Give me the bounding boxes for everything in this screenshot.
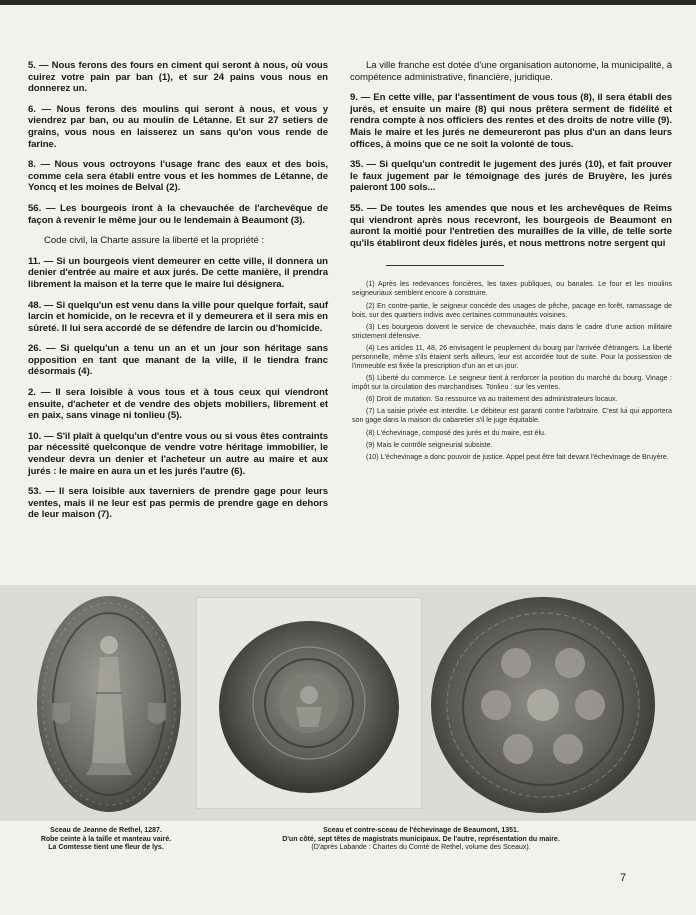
article-35: 35. — Si quelqu'un contredit le jugement des jurés (10), et fait prouver le faux jugement par le témoignage des jurés de Bruyère, les jurés paieront 100 sols... (350, 159, 672, 194)
article-8: 8. — Nous vous octroyons l'usage franc des eaux et des bois, comme cela sera établi entre vous et les hommes de Létanne, de Yoncq et les moines de Belval (2). (28, 159, 328, 194)
left-column (28, 60, 328, 530)
article-26: 26. — Si quelqu'un a tenu un an et un jour son héritage sans opposition en tant que manant de la ville, il le tiendra franc désormais (4). (28, 343, 328, 378)
page-number: 7 (620, 872, 627, 884)
right-column (350, 60, 672, 465)
article-6: 6. — Nous ferons des moulins qui seront à nous, et vous y viendrez par ban, ou au moulin de Létanne. Et sur 27 setiers de grains, vous nous en laisserez un sans qu'on vous rende de farine. (28, 103, 328, 150)
caption-seal-echevinage (214, 827, 628, 853)
footnote: (2) En contre-partie, le seigneur concède des usages de pêche, pacage en forêt, ramassage de bois, sur des quartiers indivis avec certaines communautés voisines. (352, 301, 672, 319)
footnotes-divider (386, 265, 504, 266)
article-56: 56. — Les bourgeois iront à la chevauchée de l'archevêque de façon à revenir le même jour ou le lendemain à Beaumont (3). (28, 202, 328, 226)
counter-seal-seven-heads-image (428, 591, 658, 815)
footnote: (5) Liberté du commerce. Le seigneur tient à renforcer la position du marché du bourg. Vinage : impôt sur la circulation des marchandises. Tonlieu : sur les ventes. (352, 374, 672, 392)
top-rule (0, 0, 696, 5)
seals-photograph (0, 585, 696, 821)
caption-line: Robe ceinte à la taille et manteau vairé. (40, 835, 172, 843)
seal-jeanne-de-rethel-image (34, 593, 184, 815)
footnote: (3) Les bourgeois doivent le service de chevauchée, mais dans le cadre d'une action militaire strictement défensive. (352, 322, 672, 340)
caption-seal-jeanne (20, 827, 192, 853)
footnote: (1) Après les redevances foncières, les taxes publiques, ou banales. Le four et les moulins seigneuriaux semblent encore à construire. (352, 280, 672, 298)
article-53: 53. — Il sera loisible aux taverniers de prendre gage pour leurs ventes, mais il ne leur est pas permis de prendre gage en dehors de leur maison (7). (28, 486, 328, 521)
article-48: 48. — Si quelqu'un est venu dans la ville pour quelque forfait, sauf larcin et homicide, on le recevra et il y demeurera et il sera mis en sûreté. Il lui sera accordé de se défendre de larcin ou d'homicide. (28, 299, 328, 334)
caption-source: (D'après Labande : Chartes du Comté de Rethel, volume des Sceaux). (311, 844, 531, 852)
article-11: 11. — Si un bourgeois vient demeurer en cette ville, il donnera un denier d'entrée au maire et aux jurés. De cette manière, il prendra librement la maison et la terre que le maire lui désignera. (28, 255, 328, 290)
caption-line: La Comtesse tient une fleur de lys. (48, 844, 164, 852)
footnote: (9) Mais le contrôle seigneurial subsiste. (366, 440, 493, 449)
seal-echevinage-image (216, 615, 402, 795)
footnote: (7) La saisie privée est interdite. Le débiteur est garanti contre l'arbitraire. C'est lui qui apportera son gage dans la maison du cabaretier s'il le juge équitable. (352, 407, 672, 425)
footnote: (10) L'échevinage a donc pouvoir de justice. Appel peut être fait devant l'échevinage de Bruyère. (366, 453, 669, 461)
footnote: (6) Droit de mutation. Sa ressource va au traitement des administrateurs locaux. (366, 395, 618, 404)
article-2: 2. — Il sera loisible à vous tous et à tous ceux qui viendront ensuite, d'acheter et de vendre des objets mobiliers, librement et en paix, sans vinage ni tonlieu (5). (28, 387, 328, 422)
footnote: (8) L'échevinage, composé des jurés et du maire, est élu. (366, 428, 546, 437)
article-9: 9. — En cette ville, par l'assentiment de vous tous (8), il sera établi des jurés, et ensuite un maire (8) qui nous prêtera serment de fidélité et rendra compte à nos officiers des rentes et des droits de notre ville (9). Mais le maire et les jurés ne demeureront pas plus d'un an dans leurs offices, à moins que ce ne soit la volonté de tous. (350, 92, 672, 150)
article-55: 55. — De toutes les amendes que nous et les archevêques de Reims qui viendront après nous recevront, les bourgeois de Beaumont en auront la moitié pour l'entretien des murailles de la ville, de telle sorte qu'ils établiront deux fidèles jurés, et nous mettrons notre sergent qui (350, 202, 672, 249)
footnote: (4) Les articles 11, 48, 26 envisagent le peuplement du bourg par l'arrivée d'étrangers. La liberté personnelle, même s'ils étaient serfs ailleurs, leur est accordée tout de suite. Pour la possession de l'immeuble est fixée la prescription d'un an et un jour. (352, 343, 672, 370)
caption-line: Sceau et contre-sceau de l'échevinage de Beaumont, 1351. (323, 827, 519, 834)
intro-code-civil: Code civil, la Charte assure la liberté et la propriété : (44, 235, 265, 247)
intro-ville-franche: La ville franche est dotée d'une organisation autonome, la municipalité, à compétence administrative, financière, juridique. (350, 60, 672, 83)
caption-line: Sceau de Jeanne de Rethel, 1287. (50, 827, 162, 834)
article-5: 5. — Nous ferons des fours en ciment qui seront à nous, où vous cuirez votre pain par ban (1), et sur 24 pains vous nous en donnerez un. (28, 60, 328, 95)
article-10: 10. — S'il plaît à quelqu'un d'entre vous ou si vous êtes contraints par nécessité quelconque de vendre votre héritage immobilier, le vendeur devra un denier et l'acheteur un autre au maire et aux jurés : le maire en aura un et les jurés l'autre (6). (28, 430, 328, 477)
caption-line: D'un côté, sept têtes de magistrats municipaux. De l'autre, représentation du maire. (282, 835, 560, 843)
footnotes (350, 280, 672, 462)
